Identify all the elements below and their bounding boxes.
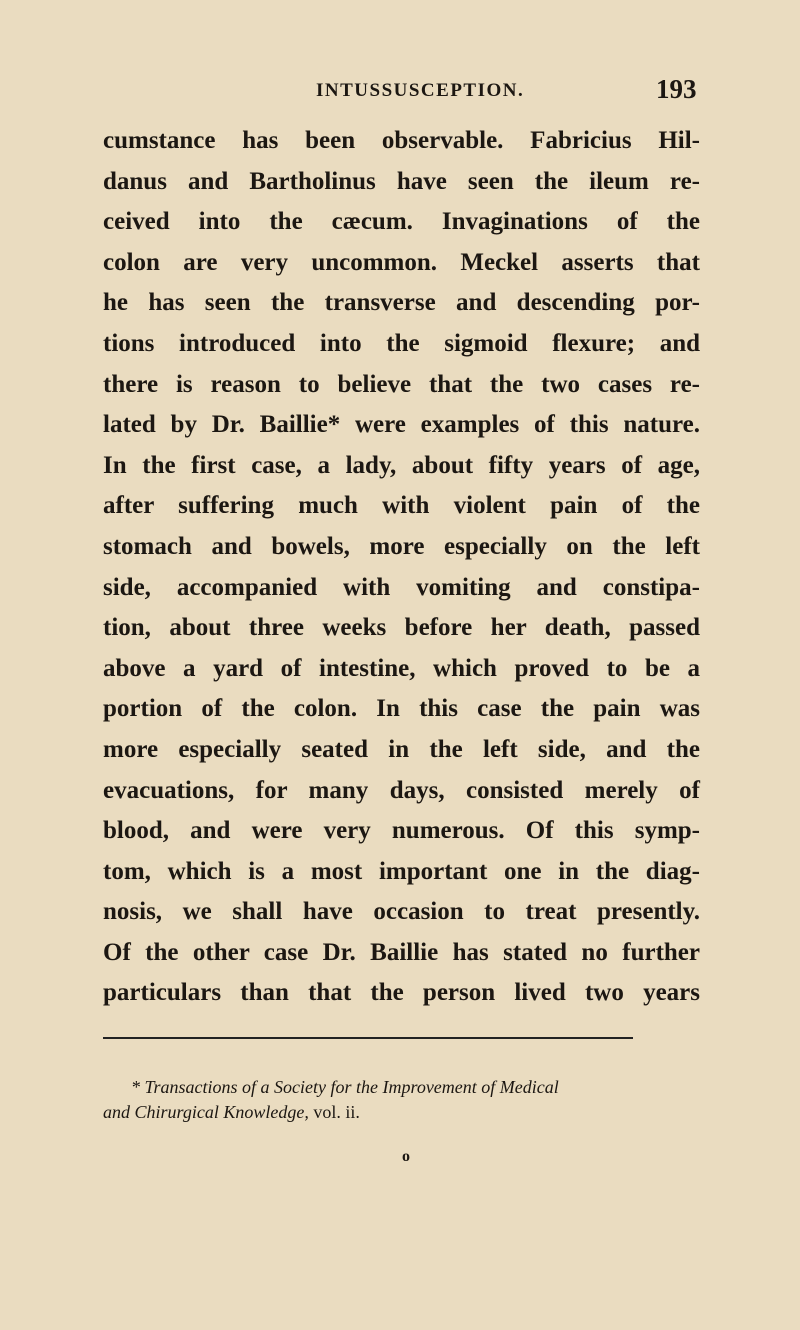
text-line: nosis, we shall have occasion to treat presently. [103,898,700,926]
text-line: above a yard of intestine, which proved to be a [103,654,700,682]
text-line: tions introduced into the sigmoid flexure; and [103,329,700,357]
text-line: there is reason to believe that the two cases re- [103,370,700,398]
text-line: tom, which is a most important one in the diag- [103,857,700,885]
text-line: portion of the colon. In this case the pain was [103,695,700,723]
text-line: danus and Bartholinus have seen the ileum re- [103,167,700,195]
text-line: more especially seated in the left side, and the [103,735,700,763]
text-line: Of the other case Dr. Baillie has stated no further [103,938,700,966]
footnote [103,1075,663,1125]
text-line: side, accompanied with vomiting and constipa- [103,573,700,601]
text-line: cumstance has been observable. Fabricius Hil- [103,127,700,154]
text-line: he has seen the transverse and descending por- [103,289,700,317]
text-line: after suffering much with violent pain of the [103,492,700,520]
text-line: particulars than that the person lived two years [103,979,700,1007]
text-line: lated by Dr. Baillie* were examples of this nature. [103,411,700,439]
footnote-volume: vol. ii. [308,1102,360,1122]
text-line: blood, and were very numerous. Of this symp- [103,817,700,845]
text-line: In the first case, a lady, about fifty years of age, [103,451,700,479]
footnote-line [103,1100,663,1125]
text-line: tion, about three weeks before her death, passed [103,614,700,642]
text-line: evacuations, for many days, consisted merely of [103,776,700,804]
text-line: ceived into the cæcum. Invaginations of the [103,208,700,236]
text-line: stomach and bowels, more especially on the left [103,532,700,560]
page-header [0,72,800,112]
body-text [103,121,700,1014]
page-number: 193 [656,74,697,104]
footnote-line: * Transactions of a Society for the Improvement of Medical [131,1077,559,1097]
running-title: INTUSSUSCEPTION. [316,80,525,101]
text-line: colon are very uncommon. Meckel asserts that [103,248,700,276]
footnote-rule [103,1037,633,1039]
footnote-title: and Chirurgical Knowledge, [103,1102,309,1122]
signature-mark: o [402,1148,410,1165]
